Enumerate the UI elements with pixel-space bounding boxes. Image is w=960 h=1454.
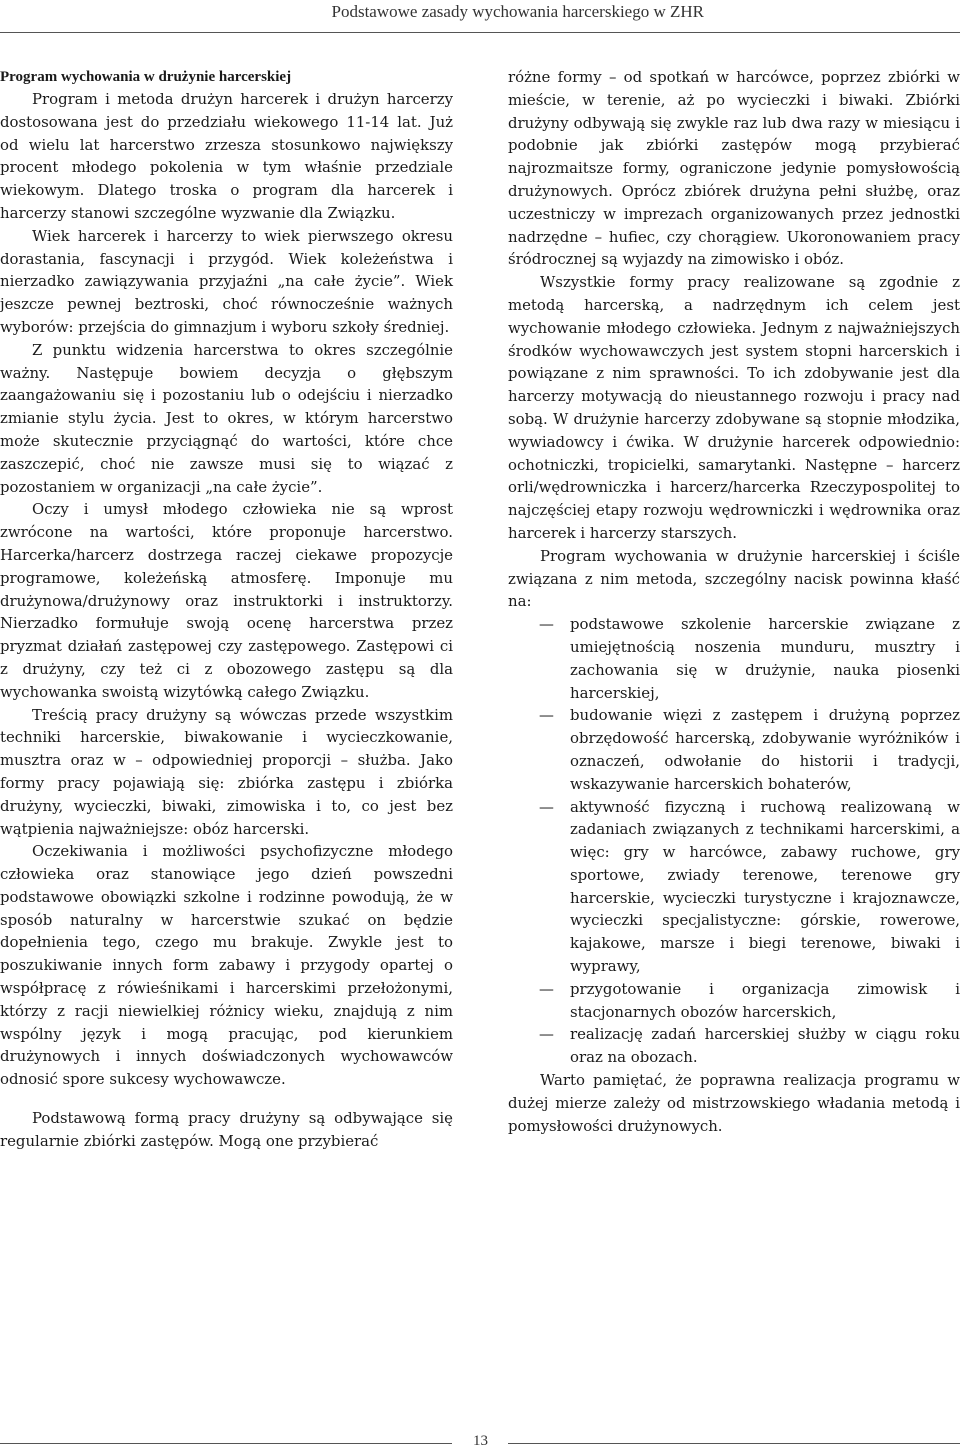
paragraph: Warto pamiętać, że poprawna realizacja programu w dużej mierze zależy od mistrzowskiego władania metodą i pomysłowości drużynowych. xyxy=(508,1071,960,1135)
paragraph: Treścią pracy drużyny są wówczas przede wszystkim techniki harcerskie, biwakowanie i wycieczkowanie, musztra oraz w – odpowiedniej proporcji – służba. Jako formy pracy pojawiają się: zbiórka zastępu i zbiórka drużyny, wycieczki, biwaki, zimowiska i to, co jest bez wątpienia najważniejsze: obóz harcerski. xyxy=(0,705,453,838)
dash-bullet: — xyxy=(539,797,554,816)
dash-bullet: — xyxy=(539,615,554,634)
paragraph: Program i metoda drużyn harcerek i drużyn harcerzy dostosowana jest do przedziału wiekowego 11-14 lat. Już od wielu lat harcerstwo zrzesza stosunkowo największy procent młodego pokolenia w tym właśnie przedziale wiekowym. Dlatego troska o program dla harcerek i harcerzy stanowi szczególne wyzwanie dla Związku. xyxy=(0,90,453,222)
list-item-text: przygotowanie i organizacja zimowisk i stacjonarnych obozów harcerskich, xyxy=(570,979,960,1021)
header-divider xyxy=(0,32,960,33)
list-item-text: budowanie więzi z zastępem i drużyną poprzez obrzędowość harcerską, zdobywanie wyróżników i oznaczeń, odwołanie do historii i tradycji, wskazywanie harcerskich bohaterów, xyxy=(570,706,960,793)
page-number: 13 xyxy=(473,1433,488,1449)
dash-bullet: — xyxy=(539,1025,554,1044)
list-item-text: podstawowe szkolenie harcerskie związane z umiejętnością noszenia munduru, musztry i zachowania się w drużynie, nauka piosenki harcerskiej, xyxy=(570,615,960,702)
paragraph: Wiek harcerek i harcerzy to wiek pierwszego okresu dorastania, fascynacji i przygód. Wiek koleżeństwa i nierzadko zawiązywania przyjaźni „na całe życie”. Wiek jeszcze pewnej beztroski, choć równocześnie ważnych wyborów: przejścia do gimnazjum i wyboru szkoły średniej. xyxy=(0,226,453,336)
paragraph: Oczekiwania i możliwości psychofizyczne młodego człowieka oraz stanowiące jego dzień powszedni podstawowe obowiązki szkolne i rodzinne powodują, że w sposób naturalny w harcerstwie szukać on będzie dopełnienia tego, czego mu brakuje. Zwykle jest to poszukiwanie innych form zabawy i przygody opartej o współpracę z rówieśnikami i harcerskimi przełożonymi, którzy z racji niewielkiej różnicy wieku, znajdują z nim wspólny język i mogą pracując, pod kierunkiem drużynowych i innych doświadczonych wychowawców odnosić spore sukcesy wychowawcze. xyxy=(0,842,453,1089)
paragraph: Wszystkie formy pracy realizowane są zgodnie z metodą harcerską, a nadrzędnym ich celem jest wychowanie młodego człowieka. Jednym z najważniejszych środków wychowawczych jest system stopni harcerskich i powiązane z nim sprawności. To ich zdobywanie jest dla harcerzy motywacją do nieustannego rozwoju i pracy nad sobą. W drużynie harcerzy zdobywane są stopnie młodzika, wywiadowcy i ćwika. W drużynie harcerek odpowiednio: ochotniczki, tropicielki, samarytanki. Następne – harcerz orli/wędrowniczka i harcerz/harcerka Rzeczypospolitej to najczęściej etapy rozwoju wędrowniczki i wędrownika oraz harcerek i harcerzy starszych. xyxy=(508,273,960,542)
section-title: Program wychowania w drużynie harcerskiej xyxy=(0,69,292,85)
program-focus-list xyxy=(508,613,960,1069)
list-item-text: realizację zadań harcerskiej służby w ciągu roku oraz na obozach. xyxy=(570,1025,960,1067)
paragraph: Oczy i umysł młodego człowieka nie są wprost zwrócone na wartości, które proponuje harcerstwo. Harcerka/harcerz dostrzega raczej ciekawe propozycje programowe, koleżeńską atmosferę. Imponuje mu drużynowa/drużynowy oraz instruktorki i instruktorzy. Nierzadko formułuje swoją ocenę harcerstwa przez pryzmat działań zastępowej czy zastępowego. Zastępowi ci z drużyny, czy też ci z obozowego zastępu są dla wychowanka swoistą wizytówką całego Związku. xyxy=(0,500,453,701)
paragraph: różne formy – od spotkań w harcówce, poprzez zbiórki w mieście, w terenie, aż po wycieczki i biwaki. Zbiórki drużyny odbywają się zwykle raz lub dwa razy w miesiącu i podobnie jak zbiórki zastępów mogą przybierać najrozmaitsze formy, ograniczone jedynie pomysłowością drużynowych. Oprócz zbiórek drużyna pełni służbę, oraz uczestniczy w imprezach organizowanych przez jednostki nadrzędne – hufiec, czy chorągiew. Ukoronowaniem pracy śródrocznej są wyjazdy na zimowisko i obóz. xyxy=(508,68,960,269)
paragraph: Z punktu widzenia harcerstwa to okres szczególnie ważny. Następuje bowiem decyzja o głębszym zaangażowaniu się i pozostaniu lub o odejściu i nierzadko zmianie stylu życia. Jest to okres, w którym harcerstwo może skutecznie przyciągnąć do wartości, które chce zaszczepić, choć nie zawsze musi się to wiązać z pozostaniem w organizacji „na całe życie”. xyxy=(0,340,453,496)
list-item xyxy=(508,613,960,704)
list-item-text: aktywność fizyczną i ruchową realizowaną w zadaniach związanych z technikami harcerskimi, a więc: gry w harcówce, zabawy ruchowe, gry sportowe, zwiady terenowe, terenowe gry harcerskie, wycieczki turystyczne i krajoznawcze, wycieczki specjalistyczne: górskie, rowerowe, kajakowe, marsze i biegi terenowe, biwaki i wyprawy, xyxy=(570,797,960,976)
list-item xyxy=(508,978,960,1024)
footer-divider-left xyxy=(0,1443,452,1444)
footer-divider-right xyxy=(508,1443,960,1444)
right-column xyxy=(508,66,960,1137)
list-item xyxy=(508,704,960,795)
list-item xyxy=(508,1023,960,1069)
list-item xyxy=(508,796,960,978)
header-title: Podstawowe zasady wychowania harcerskiego w ZHR xyxy=(331,2,704,21)
left-column xyxy=(0,66,453,1153)
paragraph: Program wychowania w drużynie harcerskiej i ściśle związana z nim metoda, szczególny nacisk powinna kłaść na: xyxy=(508,546,960,611)
dash-bullet: — xyxy=(539,979,554,998)
page-header xyxy=(0,0,960,22)
paragraph: Podstawową formą pracy drużyny są odbywające się regularnie zbiórki zastępów. Mogą one przybierać xyxy=(0,1109,453,1150)
dash-bullet: — xyxy=(539,706,554,725)
